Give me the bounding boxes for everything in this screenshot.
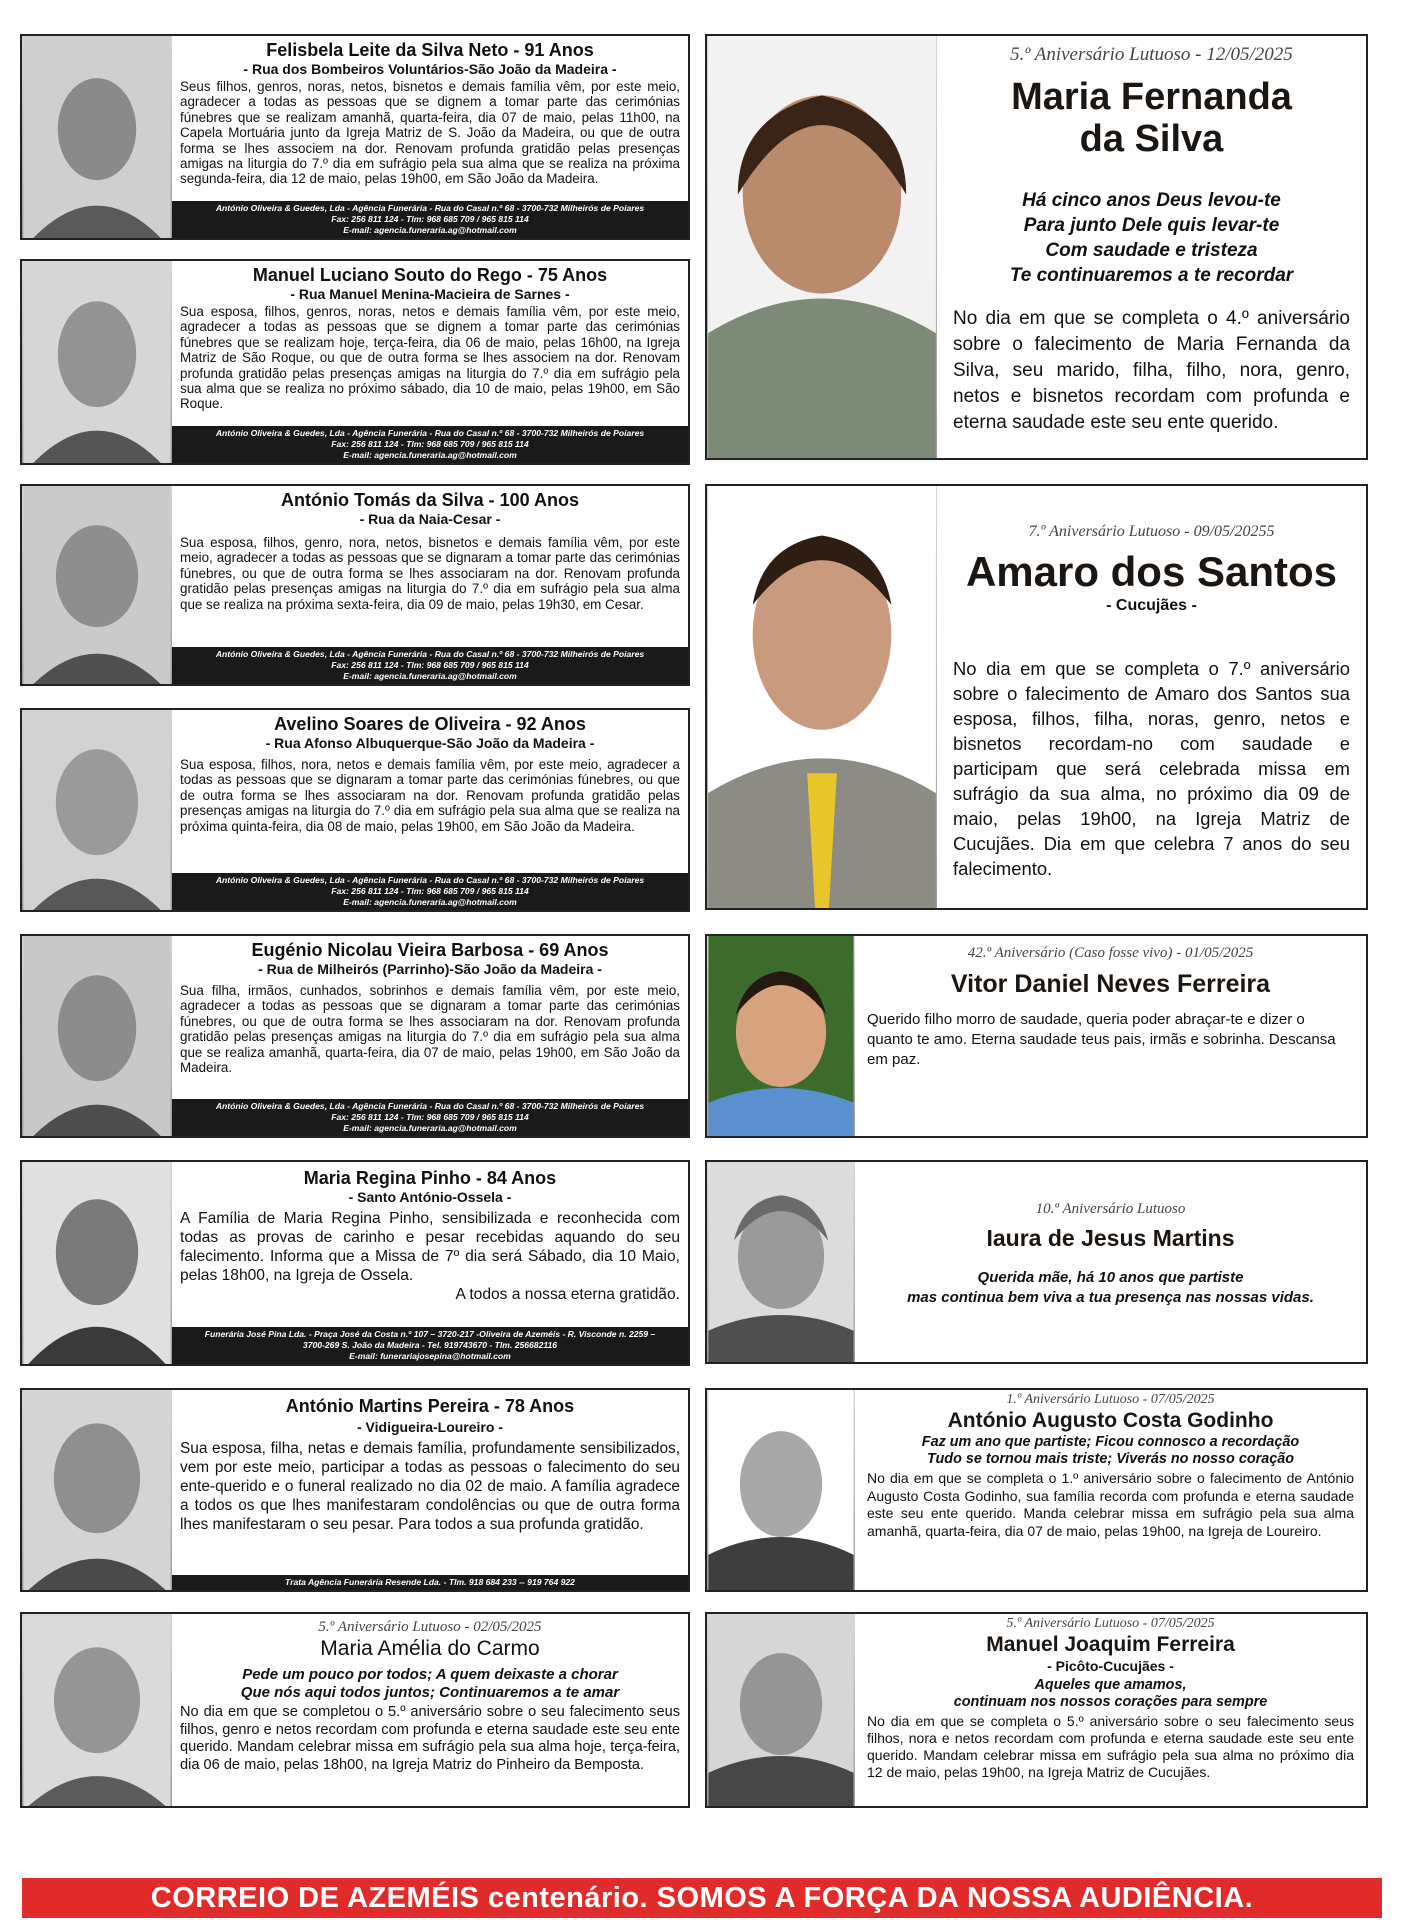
agency-line: E-mail: agencia.funeraria.ag@hotmail.com xyxy=(343,1123,517,1133)
agency-line: E-mail: agencia.funeraria.ag@hotmail.com xyxy=(343,897,517,907)
portrait-photo xyxy=(22,1390,172,1590)
notice-text: No dia em que se completa o 5.º aniversário sobre o seu falecimento seus filhos, nora e netos recordam com profunda e eterna saudade este seu ente querido. Mandam celebrar missa em sufrágio pela sua alma no próximo dia 12 de maio, pelas 19h00, na Igreja Matriz de Cucujães. xyxy=(867,1713,1354,1780)
verse-line: Com saudade e tristeza xyxy=(1045,240,1258,261)
notice-text: Sua filha, irmãos, cunhados, sobrinhos e demais família vêm, por este meio, agradecer a todas as pessoas que se dignaram a tomar parte das cerimónias fúnebres, ou que de outra forma se lhes associaram na dor. Renovam profunda gratidão pelas presenças amigas na liturgia do 7.º dia em sufrágio pela sua alma que se realiza amanhã, quarta-feira, dia 07 de maio, pelas 19h00, em São João da Madeira. xyxy=(180,983,680,1076)
obituary-card xyxy=(20,484,690,686)
agency-line: António Oliveira & Guedes, Lda - Agência Funerária - Rua do Casal n.º 68 - 3700-732 Milheirós de Poiares xyxy=(215,1101,645,1111)
portrait-photo xyxy=(22,486,172,684)
portrait-photo xyxy=(707,1390,855,1590)
funeral-agency-footer xyxy=(172,1575,688,1590)
agency-line: António Oliveira & Guedes, Lda - Agência Funerária - Rua do Casal n.º 68 - 3700-732 Milheirós de Poiares xyxy=(215,203,645,213)
anniversary-date: 1.º Aniversário Lutuoso - 07/05/2025 xyxy=(1006,1392,1215,1407)
deceased-name: Maria Regina Pinho - 84 Anos xyxy=(303,1168,557,1188)
notice-text: Sua esposa, filha, netas e demais família, profundamente sensibilizados, vem por este meio, participar a todas as pessoas o falecimento do seu ente-querido e o funeral realizado no dia 02 de maio. A família agradece a todos os que lhes manifestaram condolências ou que de outra forma lhes manifestaram o seu pesar. Para todos a sua profunda gratidão. xyxy=(180,1440,680,1533)
verse-line: continuam nos nossos corações para sempre xyxy=(953,1694,1268,1710)
verse-line: Pede um pouco por todos; A quem deixaste a chorar xyxy=(242,1666,618,1683)
closing-line: A todos a nossa eterna gratidão. xyxy=(455,1286,680,1303)
anniversary-date: 5.º Aniversário Lutuoso - 12/05/2025 xyxy=(1010,44,1293,65)
portrait-image xyxy=(22,710,172,910)
obituary-card xyxy=(20,34,690,240)
obituary-card xyxy=(20,1388,690,1592)
deceased-address: - Picôto-Cucujães - xyxy=(1047,1658,1174,1674)
notice-text: Seus filhos, genros, noras, netos, bisnetos e demais família vêm, por este meio, agradecer a todas as pessoas que se dignem a tomar parte das cerimónias fúnebres que se realizam amanhã, quarta-feira, dia 07 de maio, pelas 11h00, na Capela Mortuária junto da Igreja Matriz de S. João da Madeira, ou que de outra forma se lhes associem na dor. Renovam profunda gratidão pelas presenças amigas na liturgia do 7.º dia em sufrágio pela sua alma que se realiza na próxima segunda-feira, dia 12 de maio, pelas 19h00, em São João da Madeira. xyxy=(180,79,680,187)
agency-line: E-mail: agencia.funeraria.ag@hotmail.com xyxy=(343,450,517,460)
portrait-image xyxy=(22,936,172,1136)
deceased-name: Vitor Daniel Neves Ferreira xyxy=(950,970,1271,998)
portrait-image xyxy=(22,1390,172,1590)
portrait-photo xyxy=(707,936,855,1136)
deceased-name: Iaura de Jesus Martins xyxy=(986,1225,1235,1251)
anniversary-date: 10.º Aniversário Lutuoso xyxy=(1035,1201,1186,1217)
anniversary-card xyxy=(705,34,1368,460)
portrait-photo xyxy=(707,1614,855,1806)
portrait-image xyxy=(22,1614,172,1806)
funeral-agency-footer xyxy=(172,1327,688,1364)
agency-line: 3700-269 S. João da Madeira - Tel. 919743670 - Tlm. 256682116 xyxy=(302,1340,558,1350)
anniversary-date: 7.º Aniversário Lutuoso - 09/05/20255 xyxy=(1028,523,1275,540)
verse-line: mas continua bem viva a tua presença nas nossas vidas. xyxy=(907,1289,1314,1306)
verse-line: Faz um ano que partiste; Ficou connosco a recordação xyxy=(921,1434,1300,1450)
deceased-name: Maria Amélia do Carmo xyxy=(320,1637,540,1660)
notice-text: No dia em que se completa o 1.º aniversário sobre o falecimento de António Augusto Costa Godinho, sua família recorda com profunda e eterna saudade este seu ente querido. Manda celebrar missa em sufrágio pela sua alma amanhã, quarta-feira, dia 07 de maio, pelas 19h00, na Igreja de Loureiro. xyxy=(867,1470,1354,1539)
verse-line: Aqueles que amamos, xyxy=(1034,1677,1187,1693)
agency-line: António Oliveira & Guedes, Lda - Agência Funerária - Rua do Casal n.º 68 - 3700-732 Milheirós de Poiares xyxy=(215,428,645,438)
anniversary-card xyxy=(705,1160,1368,1364)
obituary-card xyxy=(20,259,690,465)
portrait-photo xyxy=(22,710,172,910)
agency-line: Funerária José Pina Lda. - Praça José da Costa n.º 107 – 3720-217 -Oliveira de Azeméis - R. Visconde n. 2259 – xyxy=(204,1329,656,1339)
agency-line: E-mail: funerariajosepina@hotmail.com xyxy=(349,1351,511,1361)
anniversary-card xyxy=(705,1612,1368,1808)
verse-line: Te continuaremos a te recordar xyxy=(1009,265,1294,286)
portrait-photo xyxy=(707,36,937,458)
portrait-photo xyxy=(22,936,172,1136)
notice-text: No dia em que se completa o 7.º aniversário sobre o falecimento de Amaro dos Santos sua esposa, filhos, filha, noras, genro, netos e bisnetos recordam-no com saudade e participam que será celebrada missa em sufrágio da sua alma, no próximo dia 09 de maio, pelas 19h00, na Igreja Matriz de Cucujães. Dia em que celebra 7 anos do seu falecimento. xyxy=(953,658,1350,879)
portrait-photo xyxy=(707,486,937,908)
portrait-image xyxy=(22,261,172,463)
verse-line: Querida mãe, há 10 anos que partiste xyxy=(977,1269,1244,1286)
anniversary-card xyxy=(705,1388,1368,1592)
anniversary-date: 42.º Aniversário (Caso fosse vivo) - 01/05/2025 xyxy=(967,945,1254,961)
anniversary-card xyxy=(705,934,1368,1138)
portrait-photo xyxy=(22,261,172,463)
deceased-name: António Martins Pereira - 78 Anos xyxy=(285,1396,575,1416)
notice-text: Sua esposa, filhos, nora, netos e demais família vêm, por este meio, agradecer a todas as pessoas que se dignaram a tomar parte das cerimónias fúnebres, ou que de outra forma se lhes associaram na dor. Renovam profunda gratidão pelas presenças amigas na liturgia do 7.º dia em sufrágio pela sua alma que se realiza na próxima quinta-feira, dia 08 de maio, pelas 19h00, em São João da Madeira. xyxy=(180,757,680,834)
agency-line: E-mail: agencia.funeraria.ag@hotmail.com xyxy=(343,225,517,235)
verse-line: Tudo se tornou mais triste; Viverás no nosso coração xyxy=(926,1451,1295,1467)
agency-line: Fax: 256 811 124 - Tlm: 968 685 709 / 965 815 114 xyxy=(331,439,529,449)
agency-line: Fax: 256 811 124 - Tlm: 968 685 709 / 965 815 114 xyxy=(331,886,529,896)
deceased-name: Manuel Joaquim Ferreira xyxy=(986,1633,1235,1656)
portrait-photo xyxy=(707,1162,855,1362)
portrait-photo xyxy=(22,36,172,238)
portrait-image xyxy=(22,486,172,684)
notice-text: No dia em que se completa o 4.º aniversário sobre o falecimento de Maria Fernanda da Silva, seu marido, filha, filho, nora, genro, netos e bisnetos recordam com profunda e eterna saudade este seu ente querido. xyxy=(953,308,1350,433)
deceased-address: - Santo António-Ossela - xyxy=(348,1189,512,1205)
deceased-name: Manuel Luciano Souto do Rego - 75 Anos xyxy=(252,265,608,285)
anniversary-card xyxy=(705,484,1368,910)
agency-line: Fax: 256 811 124 - Tlm: 968 685 709 / 965 815 114 xyxy=(331,660,529,670)
obituary-card xyxy=(20,934,690,1138)
agency-line: António Oliveira & Guedes, Lda - Agência Funerária - Rua do Casal n.º 68 - 3700-732 Milheirós de Poiares xyxy=(215,875,645,885)
deceased-address: - Vidigueira-Loureiro - xyxy=(357,1419,503,1435)
funeral-agency-footer xyxy=(172,1099,688,1136)
notice-text: A Família de Maria Regina Pinho, sensibilizada e reconhecida com todas as provas de carinho e pesar recebidas aquando do seu falecimento. Informa que a Missa de 7º dia será Sábado, dia 10 Maio, pelas 18h00, na Igreja de Ossela. xyxy=(180,1210,680,1284)
portrait-photo xyxy=(22,1162,172,1364)
deceased-name: Eugénio Nicolau Vieira Barbosa - 69 Anos xyxy=(251,940,609,960)
agency-line: António Oliveira & Guedes, Lda - Agência Funerária - Rua do Casal n.º 68 - 3700-732 Milheirós de Poiares xyxy=(215,649,645,659)
notice-text: Querido filho morro de saudade, queria poder abraçar-te e dizer o quanto te amo. Eterna saudade teus pais, irmãs e sobrinha. Descansa em paz. xyxy=(867,1011,1336,1068)
deceased-name: da Silva xyxy=(1079,118,1224,160)
verse-line: Que nós aqui todos juntos; Continuaremos a te amar xyxy=(240,1684,620,1701)
portrait-image xyxy=(707,486,937,908)
portrait-image xyxy=(707,36,937,458)
anniversary-date: 5.º Aniversário Lutuoso - 07/05/2025 xyxy=(1006,1616,1215,1631)
agency-line: Fax: 256 811 124 - Tlm: 968 685 709 / 965 815 114 xyxy=(331,1112,529,1122)
portrait-image xyxy=(707,936,855,1136)
anniversary-card xyxy=(20,1612,690,1808)
newspaper-slogan-banner: CORREIO DE AZEMÉIS centenário. SOMOS A FORÇA DA NOSSA AUDIÊNCIA. xyxy=(22,1878,1382,1918)
deceased-name: Avelino Soares de Oliveira - 92 Anos xyxy=(274,714,586,734)
obituary-card xyxy=(20,1160,690,1366)
deceased-name: Felisbela Leite da Silva Neto - 91 Anos xyxy=(266,40,594,60)
notice-text: Sua esposa, filhos, genros, noras, netos e demais família vêm, por este meio, agradecer a todas as pessoas que se dignem a tomar parte das cerimónias fúnebres que se realizam hoje, terça-feira, dia 06 de maio, pelas 16h00, na Igreja Matriz de São Roque, ou que de outra forma se lhes associem na dor. Renovam profunda gratidão pelas presenças amigas na liturgia do 7.º dia em sufrágio pela sua alma que se realiza no próximo sábado, dia 10 de maio, pelas 19h00, em São Roque. xyxy=(180,304,680,412)
agency-line: Fax: 256 811 124 - Tlm: 968 685 709 / 965 815 114 xyxy=(331,214,529,224)
obituary-card xyxy=(20,708,690,912)
deceased-address: - Rua da Naia-Cesar - xyxy=(359,511,501,527)
funeral-agency-footer xyxy=(172,426,688,463)
deceased-address: - Rua dos Bombeiros Voluntários-São João da Madeira - xyxy=(243,61,617,77)
notice-text: No dia em que se completou o 5.º aniversário sobre o seu falecimento seus filhos, genro e netos recordam com profunda e eterna saudade este seu ente querido. Mandam celebrar missa em sufrágio pela sua alma hoje, terça-feira, dia 06 de maio, pelas 18h00, na Igreja Matriz do Pinheiro da Bemposta. xyxy=(180,1704,680,1773)
deceased-address: - Rua de Milheirós (Parrinho)-São João da Madeira - xyxy=(258,961,602,977)
notice-text: Sua esposa, filhos, genro, nora, netos, bisnetos e demais família vêm, por este meio, agradecer a todas as pessoas que se dignaram a tomar parte das cerimónias fúnebres, ou que de outra forma se lhes associaram na dor. Renovam profunda gratidão pelas presenças amigas na liturgia do 7.º dia em sufrágio pela sua alma que se realiza na próxima sexta-feira, dia 09 de maio, pelas 19h30, em Cesar. xyxy=(180,535,680,612)
portrait-image xyxy=(707,1162,855,1362)
anniversary-date: 5.º Aniversário Lutuoso - 02/05/2025 xyxy=(318,1619,542,1635)
agency-line: E-mail: agencia.funeraria.ag@hotmail.com xyxy=(343,671,517,681)
portrait-image xyxy=(707,1614,855,1806)
portrait-image xyxy=(22,36,172,238)
deceased-address: - Cucujães - xyxy=(1106,597,1197,614)
portrait-photo xyxy=(22,1614,172,1806)
funeral-agency-footer xyxy=(172,873,688,910)
deceased-name: Amaro dos Santos xyxy=(965,548,1338,595)
deceased-address: - Rua Afonso Albuquerque-São João da Madeira - xyxy=(265,735,595,751)
deceased-name: Maria Fernanda xyxy=(1011,76,1292,118)
funeral-agency-footer xyxy=(172,201,688,238)
portrait-image xyxy=(22,1162,172,1364)
portrait-image xyxy=(707,1390,855,1590)
agency-line: Trata Agência Funerária Resende Lda. - Tlm. 918 684 233 -- 919 764 922 xyxy=(285,1577,575,1587)
funeral-agency-footer xyxy=(172,647,688,684)
deceased-address: - Rua Manuel Menina-Macieira de Sarnes - xyxy=(290,286,570,302)
verse-line: Há cinco anos Deus levou-te xyxy=(1022,190,1281,211)
deceased-name: António Tomás da Silva - 100 Anos xyxy=(280,490,580,510)
deceased-name: António Augusto Costa Godinho xyxy=(947,1409,1274,1432)
verse-line: Para junto Dele quis levar-te xyxy=(1023,215,1280,236)
